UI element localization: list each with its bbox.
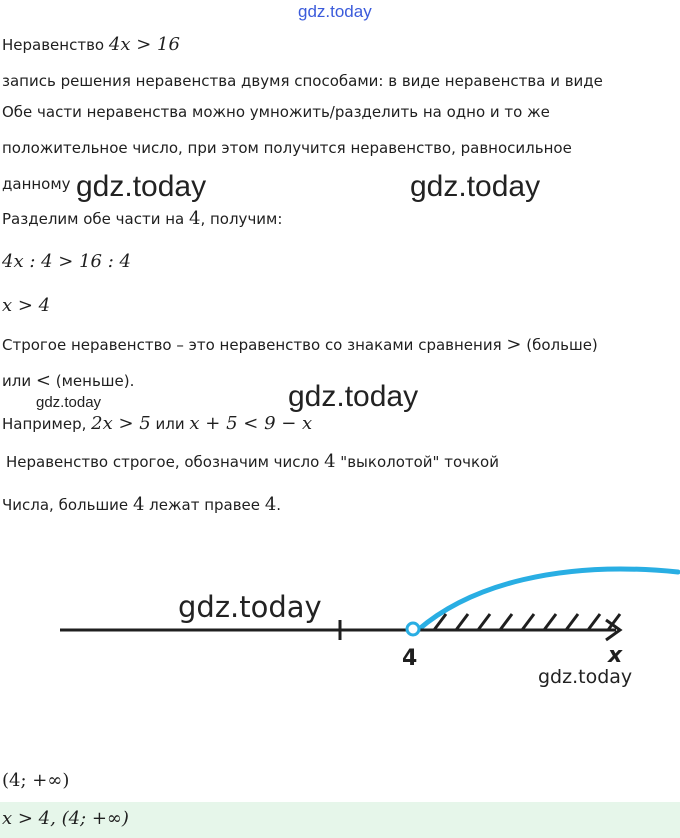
- example-line: [2, 413, 312, 434]
- divide-step-text: Разделим обе части на: [2, 210, 185, 228]
- example-label: Например,: [2, 415, 87, 433]
- greater-numbers-text: Числа, большие: [2, 496, 129, 514]
- rule-text-1: Обе части неравенства можно умножить/разделить на одно и то же: [2, 103, 550, 121]
- less-symbol: <: [35, 370, 51, 391]
- hatching: [434, 614, 620, 630]
- or-word: или: [2, 372, 32, 390]
- intro-text: запись решения неравенства двумя способами: в виде неравенства и виде: [2, 72, 603, 90]
- greater-numbers-note: [2, 494, 281, 515]
- greater-numbers-mid: лежат правее: [149, 496, 261, 514]
- divide-step-num: 4: [189, 208, 201, 229]
- inequality-title-text: Неравенство: [2, 36, 105, 54]
- divide-step-end: , получим:: [200, 210, 283, 228]
- division-equation: 4x : 4 > 16 : 4: [2, 251, 131, 272]
- rule-text-3: данному: [2, 175, 71, 193]
- watermark-3: gdz.today: [288, 380, 419, 413]
- greater-numbers-end: .: [276, 496, 282, 514]
- inequality-title-math: 4x > 16: [108, 34, 180, 55]
- open-point-note: [6, 451, 499, 472]
- watermark-top: gdz.today: [298, 2, 372, 21]
- watermark-2: gdz.today: [410, 170, 541, 203]
- greater-word: (больше): [526, 336, 598, 354]
- greater-numbers-num: 4: [132, 494, 145, 515]
- open-point-marker: [407, 623, 419, 635]
- interval-answer: (4; +∞): [2, 770, 70, 791]
- divide-step: [2, 208, 282, 229]
- open-point-end: "выколотой" точкой: [340, 453, 499, 471]
- example-math-2: x + 5 < 9 − x: [189, 413, 313, 434]
- result-inequality: x > 4: [2, 295, 51, 316]
- greater-numbers-num2: 4: [264, 494, 277, 515]
- greater-symbol: >: [506, 334, 522, 355]
- example-math-1: 2x > 5: [91, 413, 151, 434]
- strict-definition-cont: [2, 370, 134, 391]
- strict-definition-text: Строгое неравенство – это неравенство со знаками сравнения: [2, 336, 502, 354]
- watermark-6: gdz.today: [538, 666, 633, 688]
- number-line: [0, 540, 680, 700]
- watermark-5: gdz.today: [178, 590, 322, 624]
- example-or: или: [155, 415, 185, 433]
- axis-label: x: [608, 643, 623, 668]
- rule-text-2: положительное число, при этом получится неравенство, равносильное: [2, 139, 572, 157]
- watermark-small: gdz.today: [36, 394, 102, 411]
- final-answer: x > 4, (4; +∞): [2, 808, 129, 829]
- solution-arc: [418, 569, 678, 630]
- open-point-text: Неравенство строгое, обозначим число: [6, 453, 320, 471]
- open-point-num: 4: [324, 451, 336, 472]
- point-label: 4: [402, 646, 418, 671]
- watermark-1: gdz.today: [76, 170, 207, 203]
- less-word: (меньше).: [55, 372, 135, 390]
- strict-definition: [2, 334, 598, 355]
- inequality-title: [2, 34, 180, 55]
